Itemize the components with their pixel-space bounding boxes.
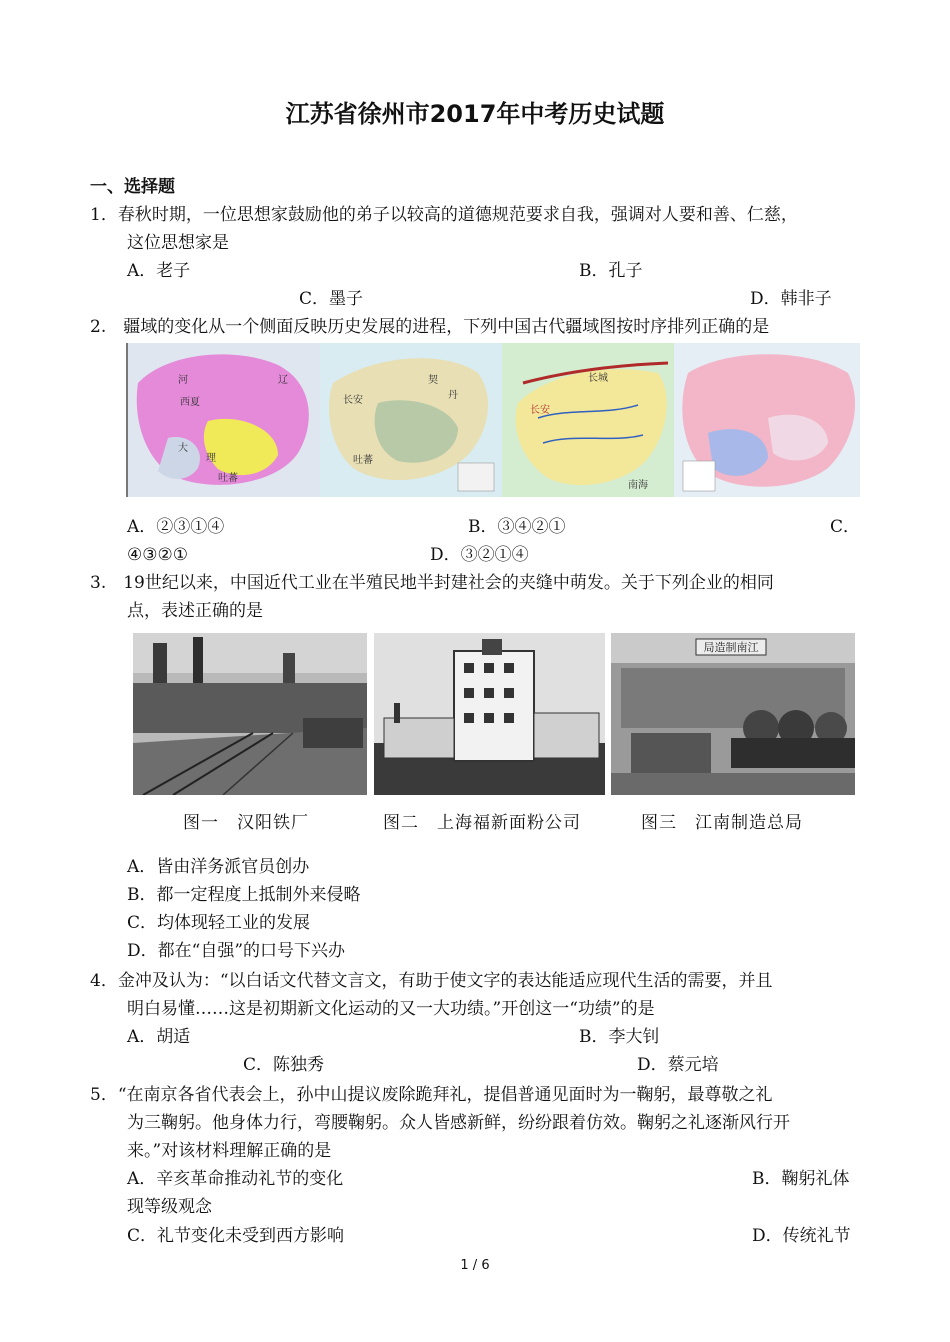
q2-stem-line1: 2. 疆域的变化从一个侧面反映历史发展的进程，下列中国古代疆域图按时序排列正确的是 <box>90 317 770 337</box>
q4-option-c: C．陈独秀 <box>243 1055 325 1075</box>
map1-label-6: 吐蕃 <box>218 473 238 484</box>
q5-stem-line1: 5．“在南京各省代表会上，孙中山提议废除跪拜礼，提倡普通见面时为一鞠躬，最尊敬之礼 <box>90 1085 773 1105</box>
q5-stem-line3: 来。”对该材料理解正确的是 <box>127 1141 332 1161</box>
q4-option-a: A．胡适 <box>127 1027 191 1047</box>
photo-fuxin-flour <box>374 633 605 795</box>
q5-option-a: A．辛亥革命推动礼节的变化 <box>127 1169 344 1189</box>
q2-option-c: C． <box>830 517 861 537</box>
map3-label-1: 长城 <box>588 373 608 384</box>
photo-hanyang-ironworks <box>133 633 367 795</box>
arsenal-photo <box>611 633 855 795</box>
q5-stem-line2: 为三鞠躬。他身体力行，弯腰鞠躬。众人皆感新鲜，纷纷跟着仿效。鞠躬之礼逐渐风行开 <box>127 1113 790 1133</box>
q3-option-c: C．均体现轻工业的发展 <box>127 913 311 933</box>
map-3 <box>502 343 674 497</box>
q2-option-a: A．②③①④ <box>127 517 225 537</box>
page-number: 1 / 6 <box>460 1258 490 1273</box>
q2-option-b: B．③④②① <box>468 517 566 537</box>
map3-label-2: 长安 <box>530 405 550 416</box>
q5-option-c: C．礼节变化未受到西方影响 <box>127 1226 345 1246</box>
q1-option-d: D．韩非子 <box>750 289 832 309</box>
exam-title: 江苏省徐州市2017年中考历史试题 <box>285 100 665 128</box>
q3-option-d: D．都在“自强”的口号下兴办 <box>127 941 346 961</box>
caption-hanyang: 图一 汉阳铁厂 <box>183 813 309 833</box>
q2-option-d: D．③②①④ <box>430 545 529 565</box>
ironworks-photo <box>133 633 367 795</box>
q1-option-c: C．墨子 <box>299 289 364 309</box>
q5-option-b: B．鞠躬礼体 <box>752 1169 850 1189</box>
q4-stem-line2: 明白易懂……这是初期新文化运动的又一大功绩。”开创这一“功绩”的是 <box>127 999 655 1019</box>
section-heading: 一、选择题 <box>90 177 175 197</box>
q3-stem-line2: 点，表述正确的是 <box>127 601 263 621</box>
q3-stem-line1: 3. 19世纪以来，中国近代工业在半殖民地半封建社会的夹缝中萌发。关于下列企业的相同 <box>90 573 774 593</box>
q1-option-b: B．孔子 <box>579 261 643 281</box>
map1-label-5: 理 <box>206 453 216 464</box>
map2-label-1: 长安 <box>343 395 363 406</box>
q4-option-b: B．李大钊 <box>579 1027 660 1047</box>
q1-option-a: A．老子 <box>127 261 191 281</box>
map2-label-4: 吐蕃 <box>353 455 373 466</box>
photo-jiangnan-arsenal <box>611 633 855 795</box>
map1-label-2: 西夏 <box>180 397 200 408</box>
map-4 <box>674 343 860 497</box>
map1-label-1: 河 <box>178 375 188 386</box>
q1-stem-line1: 1．春秋时期，一位思想家鼓励他的弟子以较高的道德规范要求自我，强调对人要和善、仁慈， <box>90 205 798 225</box>
territory-maps <box>128 343 860 497</box>
q2-option-c-continued: ④③②① <box>127 545 188 565</box>
q3-option-a: A．皆由洋务派官员创办 <box>127 857 310 877</box>
map3-label-3: 南海 <box>628 480 648 491</box>
caption-jiangnan: 图三 江南制造总局 <box>641 813 803 833</box>
map2-label-3: 丹 <box>448 390 458 401</box>
flour-company-photo <box>374 633 605 795</box>
map-2 <box>320 343 502 497</box>
q4-stem-line1: 4．金冲及认为：“以白话文代替文言文，有助于使文字的表达能适应现代生活的需要，并且 <box>90 971 773 991</box>
map2-label-2: 契 <box>428 375 438 386</box>
map1-label-4: 辽 <box>278 375 288 386</box>
q3-option-b: B．都一定程度上抵制外来侵略 <box>127 885 361 905</box>
map-1 <box>128 343 320 497</box>
q5-option-b-continued: 现等级观念 <box>127 1197 212 1217</box>
q1-stem-line2: 这位思想家是 <box>127 233 229 253</box>
arsenal-sign-text: 局造制南江 <box>703 641 759 654</box>
q5-option-d: D．传统礼节 <box>752 1226 851 1246</box>
map1-label-3: 大 <box>178 443 188 454</box>
territory-maps-figure <box>126 343 860 497</box>
q4-option-d: D．蔡元培 <box>637 1055 719 1075</box>
caption-fuxin: 图二 上海福新面粉公司 <box>383 813 581 833</box>
